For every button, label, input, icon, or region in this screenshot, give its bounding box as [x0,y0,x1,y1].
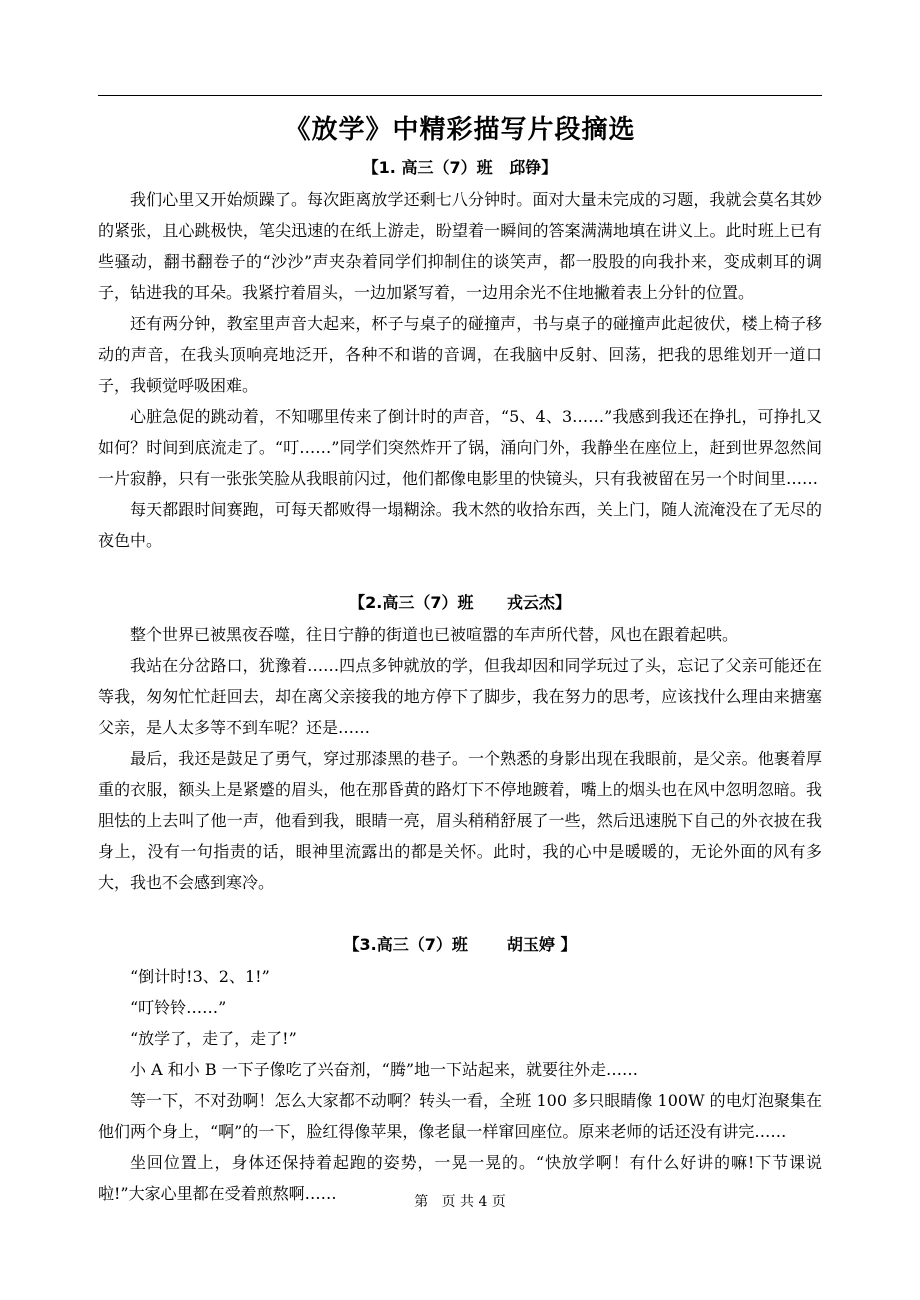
section-2-paragraph: 整个世界已被黑夜吞噬，往日宁静的街道也已被喧嚣的车声所代替，风也在跟着起哄。 [130,625,739,644]
page-footer: 第 页 共 4 页 [414,1194,506,1210]
section-1-heading: 【1. 高三（7）班 邱铮】 [362,158,558,177]
section-2-heading: 【2.高三（7）班 戎云杰】 [349,593,571,612]
section-1-paragraph: 每天都跟时间赛跑，可每天都败得一塌糊涂。我木然的收拾东西，关上门，随人流淹没在了无尽的夜色中。 [98,500,822,550]
section-1-paragraph: 心脏急促的跳动着，不知哪里传来了倒计时的声音，“5、4、3……”我感到我还在挣扎，可挣扎又如何？时间到底流走了。“叮……”同学们突然炸开了锅，涌向门外，我静坐在座位上，赶到世界忽然间一片寂静，只有一张张笑脸从我眼前闪过，他们都像电影里的快镜头，只有我被留在另一个时间里…… [98,407,822,488]
section-3-paragraph: 小 A 和小 B 一下子像吃了兴奋剂，“腾”地一下站起来，就要往外走…… [130,1060,639,1079]
section-3-heading: 【3.高三（7）班 胡玉婷 】 [343,935,577,954]
section-3-paragraph: “放学了，走了，走了!” [130,1029,297,1048]
section-3-paragraph: 等一下，不对劲啊！怎么大家都不动啊？转头一看，全班 100 多只眼睛像 100W 的电灯泡聚集在他们两个身上，“啊”的一下，脸红得像苹果，像老鼠一样窜回座位。原来老师的话还没有讲完…… [98,1091,822,1141]
section-3-paragraph: “倒计时!3、2、1!” [130,967,270,986]
page-title: 《放学》中精彩描写片段摘选 [284,115,636,145]
section-3-paragraph: 坐回位置上，身体还保持着起跑的姿势，一晃一晃的。“快放学啊！有什么好讲的嘛!下节课说啦!”大家心里都在受着煎熬啊…… [98,1153,822,1203]
document-body [98,152,822,1209]
section-1-paragraph: 我们心里又开始烦躁了。每次距离放学还剩七八分钟时。面对大量未完成的习题，我就会莫名其妙的紧张，且心跳极快，笔尖迅速的在纸上游走，盼望着一瞬间的答案满满地填在讲义上。此时班上已有些骚动，翻书翻卷子的“沙沙”声夹杂着同学们抑制住的谈笑声，都一股股的向我扑来，变成刺耳的调子，钻进我的耳朵。我紧拧着眉头，一边加紧写着，一边用余光不住地撇着表上分针的位置。 [98,190,822,302]
header-rule [98,95,822,96]
section-2-paragraph: 我站在分岔路口，犹豫着……四点多钟就放的学，但我却因和同学玩过了头，忘记了父亲可能还在等我，匆匆忙忙赶回去，却在离父亲接我的地方停下了脚步，我在努力的思考，应该找什么理由来搪塞父亲，是人太多等不到车呢？还是…… [98,656,822,737]
section-3-paragraph: “叮铃铃……” [130,998,227,1017]
section-spacer [98,556,822,587]
section-1-paragraph: 还有两分钟，教室里声音大起来，杯子与桌子的碰撞声，书与桌子的碰撞声此起彼伏，楼上椅子移动的声音，在我头顶响亮地泛开，各种不和谐的音调，在我脑中反射、回荡，把我的思维划开一道口子，我顿觉呼吸困难。 [98,314,822,395]
section-2-paragraph: 最后，我还是鼓足了勇气，穿过那漆黑的巷子。一个熟悉的身影出现在我眼前，是父亲。他裹着厚重的衣服，额头上是紧蹙的眉头，他在那昏黄的路灯下不停地踱着，嘴上的烟头也在风中忽明忽暗。我胆怯的上去叫了他一声，他看到我，眼睛一亮，眉头稍稍舒展了一些，然后迅速脱下自己的外衣披在我身上，没有一句指责的话，眼神里流露出的都是关怀。此时，我的心中是暖暖的，无论外面的风有多大，我也不会感到寒冷。 [98,749,822,892]
section-spacer [98,898,822,929]
